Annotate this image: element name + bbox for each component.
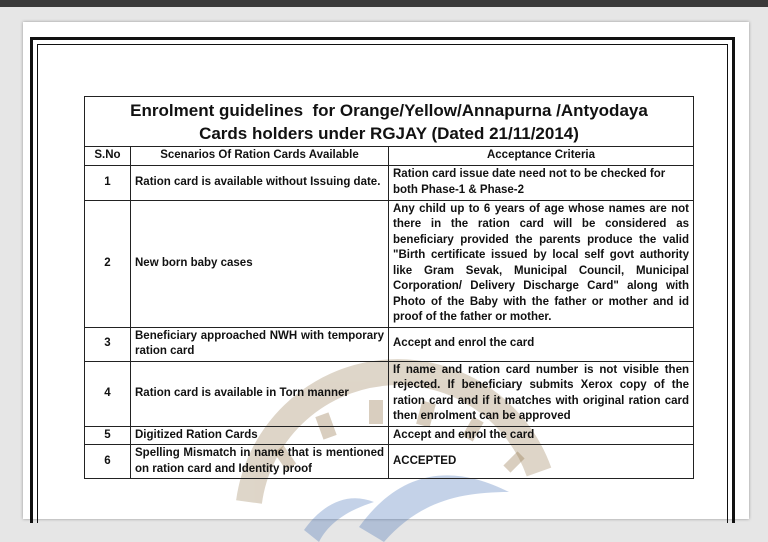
- table-row: [85, 445, 694, 479]
- header-scenario: Scenarios Of Ration Cards Available: [131, 147, 389, 166]
- viewer-top-bar: [0, 0, 768, 7]
- row-sno: 6: [85, 445, 131, 479]
- row-criteria: Any child up to 6 years of age whose names are not there in the ration card will be considered as beneficiary provided the parents produce the valid "Birth certificate issued by local self govt authority like Gram Sevak, Municipal Council, Municipal Corporation/ Delivery Discharge Card" along with Photo of the Baby with the father or mother and id proof of the father or mother.: [389, 200, 694, 327]
- row-sno: 3: [85, 327, 131, 361]
- document-page: [23, 22, 749, 519]
- header-row: [85, 147, 694, 166]
- title-row: [85, 97, 694, 147]
- row-criteria: If name and ration card number is not visible then rejected. If beneficiary submits Xerox copy of the ration card and if it matches with original ration card then enrolment can be approved: [389, 361, 694, 426]
- table-row: [85, 165, 694, 200]
- row-criteria: Ration card issue date need not to be checked for both Phase-1 & Phase-2: [389, 165, 694, 200]
- table-row: [85, 426, 694, 445]
- row-criteria: Accept and enrol the card: [389, 327, 694, 361]
- row-scenario: Ration card is available without Issuing date.: [131, 165, 389, 200]
- table-row: [85, 361, 694, 426]
- row-scenario: New born baby cases: [131, 200, 389, 327]
- row-scenario: Beneficiary approached NWH with temporary ration card: [131, 327, 389, 361]
- title-line-1: Enrolment guidelines for Orange/Yellow/Annapurna /Antyodaya: [130, 101, 648, 120]
- row-criteria: ACCEPTED: [389, 445, 694, 479]
- title-line-2: Cards holders under RGJAY (Dated 21/11/2014): [199, 124, 579, 143]
- row-sno: 1: [85, 165, 131, 200]
- row-sno: 5: [85, 426, 131, 445]
- row-sno: 2: [85, 200, 131, 327]
- row-scenario: Ration card is available in Torn manner: [131, 361, 389, 426]
- table-row: [85, 200, 694, 327]
- row-sno: 4: [85, 361, 131, 426]
- row-scenario: Spelling Mismatch in name that is mentioned on ration card and Identity proof: [131, 445, 389, 479]
- guidelines-table: [84, 96, 694, 479]
- row-scenario: Digitized Ration Cards: [131, 426, 389, 445]
- table-row: [85, 327, 694, 361]
- header-criteria: Acceptance Criteria: [389, 147, 694, 166]
- document-title: [85, 97, 694, 147]
- row-criteria: Accept and enrol the card: [389, 426, 694, 445]
- header-sno: S.No: [85, 147, 131, 166]
